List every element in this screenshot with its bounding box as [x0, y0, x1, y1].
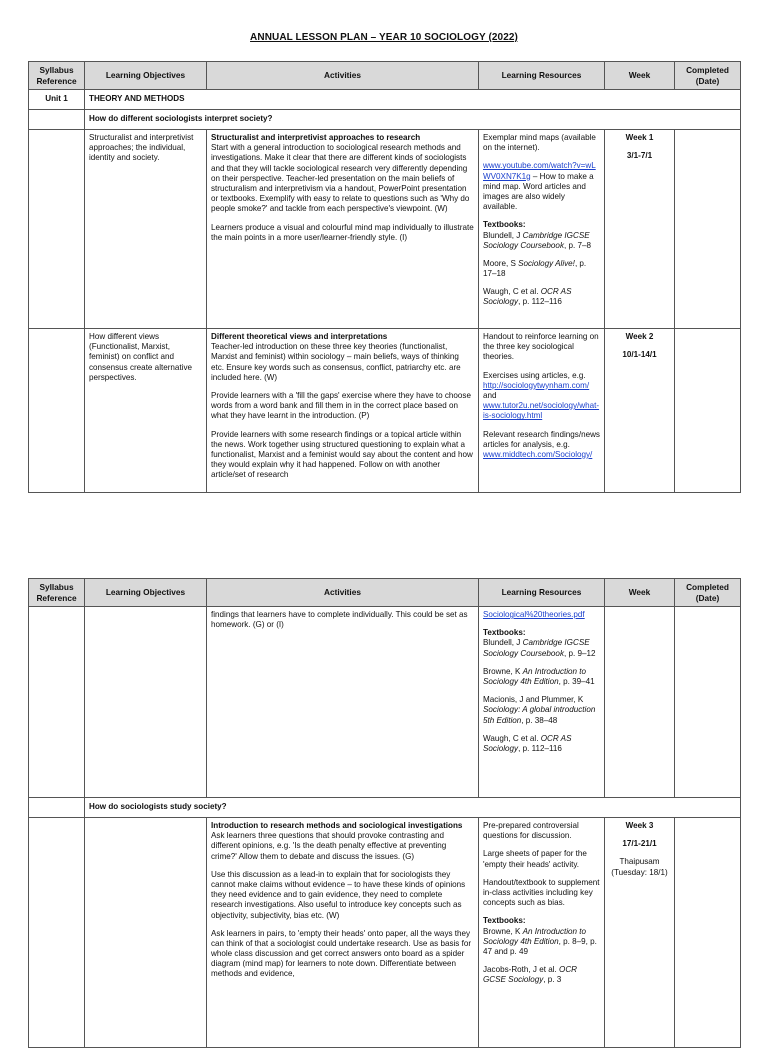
activity-title: Introduction to research methods and sociological investigations	[211, 821, 463, 830]
week-dates: 10/1-14/1	[622, 350, 657, 360]
unit-row	[29, 90, 741, 110]
activities-cell: findings that learners have to complete individually. This could be set as homework. (G) or (I)	[207, 607, 479, 798]
week-label: Week 3	[625, 821, 654, 830]
header-activities: Activities	[207, 579, 479, 607]
header-syllabus-reference: Syllabus Reference	[29, 579, 85, 607]
header-learning-resources: Learning Resources	[479, 62, 605, 90]
textbook-ref: Waugh, C et al. OCR AS Sociology, p. 112–116	[483, 733, 572, 753]
objective-cell: Structuralist and interpretivist approaches; the individual, identity and society.	[85, 130, 207, 329]
empty-cell	[29, 798, 85, 818]
table-header-row	[29, 579, 741, 607]
header-week: Week	[605, 579, 675, 607]
resources-cell	[479, 607, 605, 798]
completed-cell	[675, 329, 741, 493]
activities-cell	[207, 130, 479, 329]
header-learning-resources: Learning Resources	[479, 579, 605, 607]
textbooks-label: Textbooks:	[483, 220, 526, 230]
week-cell	[605, 130, 675, 329]
textbook-ref: Browne, K An Introduction to Sociology 4th Edition, p. 39–41	[483, 666, 595, 686]
textbook-ref: Jacobs-Roth, J et al. OCR GCSE Sociology, p. 3	[483, 965, 578, 985]
header-learning-objectives: Learning Objectives	[85, 579, 207, 607]
header-completed-date: Completed (Date)	[675, 62, 741, 90]
completed-cell	[675, 607, 741, 798]
activity-text: Provide learners with some research findings or a topical article within the news. Work together using structured questioning to explain what a functionalist, Marxist and a feminist would say about the content and how they would explain why it had happened. Follow on with another article/set of research	[211, 429, 473, 480]
resources-cell	[479, 329, 605, 493]
textbook-ref: Moore, S Sociology Alive!, p. 17–18	[483, 258, 587, 279]
resource-text: Exercises using articles, e.g.	[483, 370, 586, 380]
resource-text: Handout to reinforce learning on the three key sociological theories.	[483, 332, 599, 362]
textbooks-label: Textbooks:	[483, 916, 526, 926]
header-completed-date: Completed (Date)	[675, 579, 741, 607]
activity-text: Provide learners with a 'fill the gaps' exercise where they have to choose words from a word bank and fill them in in the correct place based on what they have learnt in the introduction. (P)	[211, 390, 471, 421]
document-title: ANNUAL LESSON PLAN – YEAR 10 SOCIOLOGY (2022)	[250, 32, 518, 43]
question-row	[29, 110, 741, 130]
week-cell	[605, 607, 675, 798]
resource-text: Handout/textbook to supplement in-class activities including key concepts such as bias.	[483, 877, 600, 908]
table-header-row	[29, 62, 741, 90]
resource-text: and	[483, 390, 497, 400]
syllabus-cell	[29, 130, 85, 329]
objective-cell: How different views (Functionalist, Marxist, feminist) on conflict and consensus create alternative perspectives.	[85, 329, 207, 493]
completed-cell	[675, 130, 741, 329]
header-week: Week	[605, 62, 675, 90]
resource-link[interactable]: Sociological%20theories.pdf	[483, 610, 585, 619]
activities-cell	[207, 329, 479, 493]
activity-title: Different theoretical views and interpretations	[211, 332, 388, 341]
key-question: How do different sociologists interpret society?	[85, 110, 741, 130]
table-row	[29, 607, 741, 798]
activity-text: Ask learners three questions that should provoke contrasting and different opinions, e.g. 'Is the death penalty effective at preventing crime?' Allow them to debate and discuss the issues. (G)	[211, 831, 447, 861]
table-row	[29, 818, 741, 1048]
resources-cell	[479, 130, 605, 329]
unit-title: THEORY AND METHODS	[85, 90, 741, 110]
textbook-ref: Browne, K An Introduction to Sociology 4th Edition, p. 8–9, p. 47 and p. 49	[483, 926, 597, 956]
header-syllabus-reference: Syllabus Reference	[29, 62, 85, 90]
activity-text: Learners produce a visual and colourful mind map individually to illustrate the main points in a more user/learner-friendly style. (I)	[211, 222, 474, 242]
resource-text: Exemplar mind maps (available on the internet).	[483, 133, 596, 153]
syllabus-cell	[29, 818, 85, 1048]
activity-title: Structuralist and interpretivist approaches to research	[211, 133, 421, 142]
resources-cell	[479, 818, 605, 1048]
syllabus-cell	[29, 607, 85, 798]
unit-label: Unit 1	[29, 90, 85, 110]
resource-text: Relevant research findings/news articles for analysis, e.g.	[483, 429, 600, 449]
textbook-ref: Blundell, J Cambridge IGCSE Sociology Coursebook, p. 7–8	[483, 230, 592, 250]
resource-text: Pre-prepared controversial questions for discussion.	[483, 821, 579, 841]
lesson-plan-table-page-2	[28, 578, 741, 1048]
week-label: Week 2	[625, 332, 654, 341]
resource-link[interactable]: www.middtech.com/Sociology/	[483, 449, 593, 459]
textbooks-label: Textbooks:	[483, 628, 526, 638]
week-cell	[605, 818, 675, 1048]
syllabus-cell	[29, 329, 85, 493]
header-activities: Activities	[207, 62, 479, 90]
holiday-note: Thaipusam (Tuesday: 18/1)	[611, 857, 668, 877]
activity-text: Ask learners in pairs, to 'empty their heads' onto paper, all the ways they can think of that a sociologist could undertake research. Use as basis for whole class discussion and get correct answers onto board as a spider diagram (mind map) for learners to note down. Differentiate between methods and evidence,	[211, 928, 472, 979]
resource-text: www.youtube.com/watch?v=wLWV0XN7K1g – How to make a mind map. Word articles and images are also widely available.	[483, 161, 596, 212]
textbook-ref: Waugh, C et al. OCR AS Sociology, p. 112–116	[483, 287, 572, 307]
activity-text: Start with a general introduction to sociological research methods and investigations. Make it clear that there are different kinds of sociologists and that they will tackle sociological research very differently depending on their perspective. Teacher-led presentation on the main beliefs of structuralism and interpretivism via a handout, PowerPoint presentation or textbooks. Exemplify with easy to relate to questions such as 'Why do people smoke?' and tackle from each perspective's viewpoint. (W)	[211, 143, 470, 214]
key-question: How do sociologists study society?	[85, 798, 741, 818]
resource-text: Large sheets of paper for the 'empty their heads' activity.	[483, 849, 587, 869]
activity-text: Use this discussion as a lead-in to explain that for sociologists they cannot make claims without evidence – to have these kinds of opinions they need evidence and to gain evidence, they need to complete research investigations. Also useful to introduce key concepts such as objectivity, subjectivity, bias etc. (W)	[211, 869, 466, 920]
resource-link[interactable]: http://sociologytwynham.com/	[483, 380, 590, 390]
activities-cell	[207, 818, 479, 1048]
textbook-ref: Macionis, J and Plummer, K Sociology: A global introduction 5th Edition, p. 38–48	[483, 695, 596, 725]
table-row	[29, 329, 741, 493]
header-learning-objectives: Learning Objectives	[85, 62, 207, 90]
week-cell	[605, 329, 675, 493]
table-row	[29, 130, 741, 329]
objective-cell	[85, 607, 207, 798]
activity-text: Teacher-led introduction on these three key theories (functionalist, Marxist and feminist) within sociology – main beliefs, ways of thinking etc. Ensure key words such as consensus, conflict, patriarchy etc. are included here. (W)	[211, 342, 461, 382]
week-label: Week 1	[625, 133, 654, 142]
resource-link[interactable]: www.tutor2u.net/sociology/what-is-sociology.html	[483, 401, 600, 421]
completed-cell	[675, 818, 741, 1048]
week-dates: 17/1-21/1	[622, 839, 657, 849]
question-row	[29, 798, 741, 818]
objective-cell	[85, 818, 207, 1048]
resource-link[interactable]: www.youtube.com/watch?v=wLWV0XN7K1g	[483, 161, 596, 181]
textbook-ref: Blundell, J Cambridge IGCSE Sociology Coursebook, p. 9–12	[483, 638, 596, 658]
week-dates: 3/1-7/1	[626, 151, 653, 161]
lesson-plan-table-page-1	[28, 61, 741, 493]
empty-cell	[29, 110, 85, 130]
